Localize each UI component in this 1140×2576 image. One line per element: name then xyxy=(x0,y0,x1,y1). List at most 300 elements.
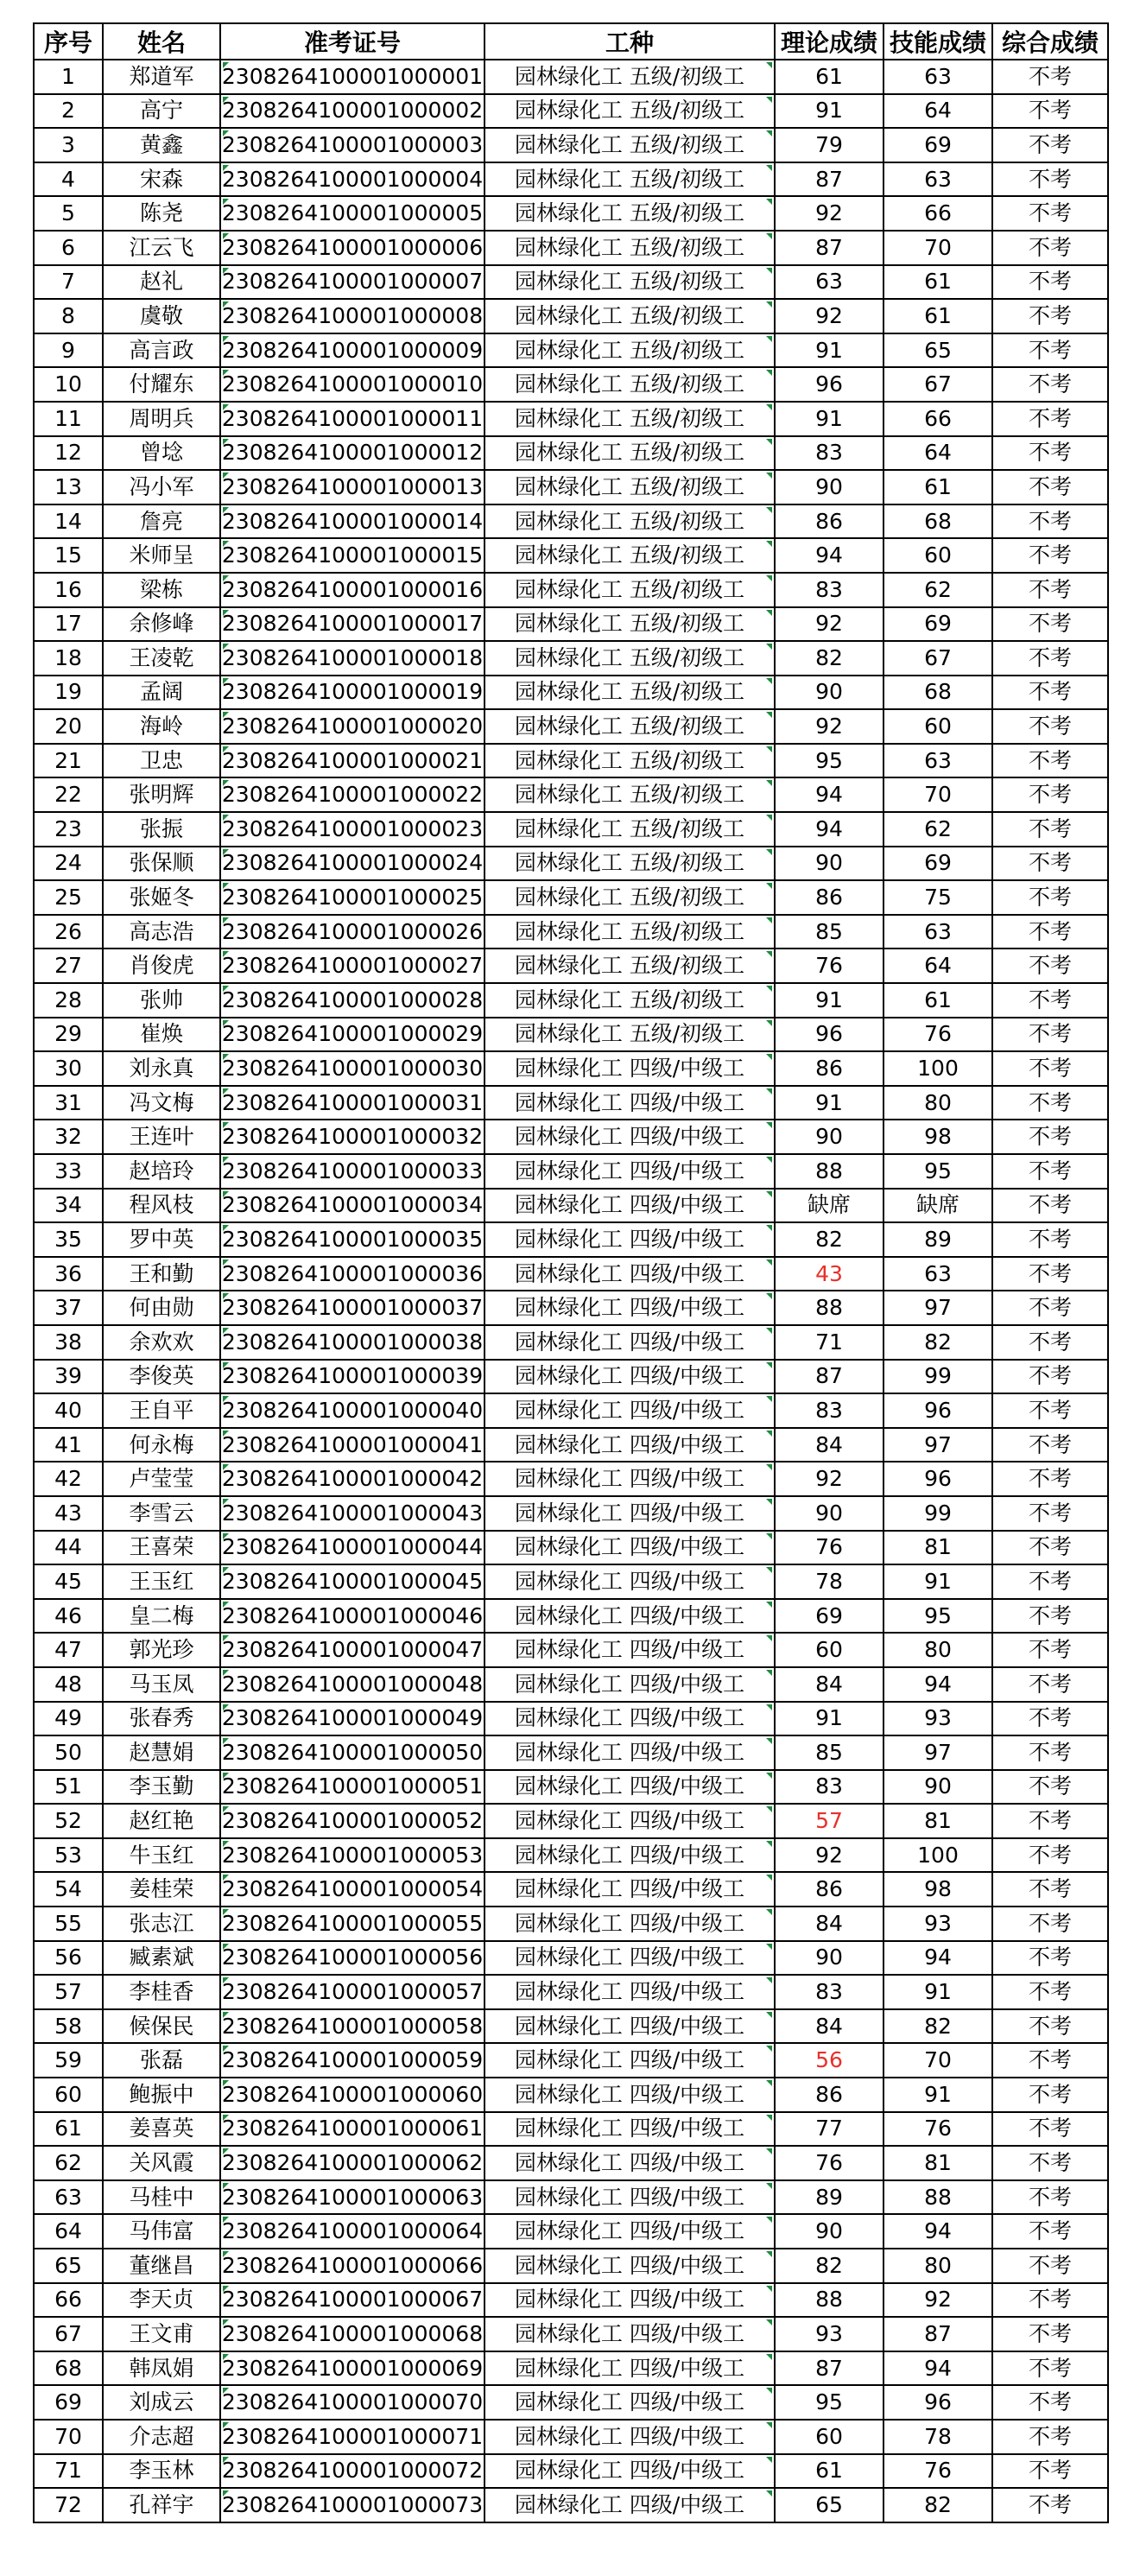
cell-no: 17 xyxy=(34,607,103,642)
cell-trade: 园林绿化工 四级/中级工 xyxy=(484,1325,775,1360)
cell-theory: 63 xyxy=(775,265,884,300)
cell-no: 35 xyxy=(34,1222,103,1257)
cell-overall: 不考 xyxy=(992,2317,1108,2351)
cell-cert: 2308264100001000018 xyxy=(220,641,484,676)
cell-skill: 88 xyxy=(884,2180,992,2215)
cell-name: 王玉红 xyxy=(103,1564,220,1599)
cell-name: 张春秀 xyxy=(103,1702,220,1736)
cell-theory: 84 xyxy=(775,1907,884,1941)
table-row xyxy=(34,676,1108,710)
table-row xyxy=(34,504,1108,539)
cell-trade: 园林绿化工 五级/初级工 xyxy=(484,128,775,162)
cell-name: 刘成云 xyxy=(103,2385,220,2420)
cell-cert: 2308264100001000036 xyxy=(220,1257,484,1291)
cell-cert: 2308264100001000062 xyxy=(220,2146,484,2180)
cell-name: 高宁 xyxy=(103,94,220,129)
cell-theory: 95 xyxy=(775,744,884,778)
table-row xyxy=(34,2351,1108,2386)
cell-theory: 89 xyxy=(775,2180,884,2215)
table-row xyxy=(34,1735,1108,1770)
cell-overall: 不考 xyxy=(992,2420,1108,2454)
cell-overall: 不考 xyxy=(992,2180,1108,2215)
cell-name: 罗中英 xyxy=(103,1222,220,1257)
cell-theory: 86 xyxy=(775,1872,884,1907)
cell-name: 孟阔 xyxy=(103,676,220,710)
cell-name: 张振 xyxy=(103,812,220,847)
cell-trade: 园林绿化工 四级/中级工 xyxy=(484,1599,775,1634)
cell-cert: 2308264100001000054 xyxy=(220,1872,484,1907)
cell-overall: 不考 xyxy=(992,2351,1108,2386)
cell-overall: 不考 xyxy=(992,1018,1108,1052)
cell-theory: 60 xyxy=(775,1633,884,1667)
cell-cert: 2308264100001000014 xyxy=(220,504,484,539)
cell-trade: 园林绿化工 四级/中级工 xyxy=(484,1291,775,1325)
cell-skill: 63 xyxy=(884,60,992,94)
cell-overall: 不考 xyxy=(992,2283,1108,2318)
cell-cert: 2308264100001000011 xyxy=(220,402,484,436)
cell-cert: 2308264100001000038 xyxy=(220,1325,484,1360)
cell-skill: 78 xyxy=(884,2420,992,2454)
cell-no: 10 xyxy=(34,367,103,402)
cell-name: 赵培玲 xyxy=(103,1154,220,1189)
cell-name: 崔焕 xyxy=(103,1018,220,1052)
cell-trade: 园林绿化工 四级/中级工 xyxy=(484,1189,775,1223)
cell-overall: 不考 xyxy=(992,94,1108,129)
cell-trade: 园林绿化工 五级/初级工 xyxy=(484,265,775,300)
cell-trade: 园林绿化工 五级/初级工 xyxy=(484,196,775,231)
cell-name: 何由勋 xyxy=(103,1291,220,1325)
cell-theory: 90 xyxy=(775,676,884,710)
cell-theory: 94 xyxy=(775,812,884,847)
cell-theory: 71 xyxy=(775,1325,884,1360)
cell-cert: 2308264100001000035 xyxy=(220,1222,484,1257)
cell-cert: 2308264100001000051 xyxy=(220,1770,484,1805)
cell-skill: 67 xyxy=(884,641,992,676)
cell-no: 7 xyxy=(34,265,103,300)
cell-cert: 2308264100001000044 xyxy=(220,1531,484,1565)
cell-name: 余欢欢 xyxy=(103,1325,220,1360)
cell-no: 64 xyxy=(34,2214,103,2249)
cell-cert: 2308264100001000020 xyxy=(220,709,484,744)
cell-cert: 2308264100001000033 xyxy=(220,1154,484,1189)
cell-overall: 不考 xyxy=(992,402,1108,436)
cell-no: 36 xyxy=(34,1257,103,1291)
cell-theory: 84 xyxy=(775,2009,884,2044)
cell-skill: 81 xyxy=(884,1804,992,1838)
cell-trade: 园林绿化工 五级/初级工 xyxy=(484,162,775,197)
cell-overall: 不考 xyxy=(992,2454,1108,2489)
table-row xyxy=(34,196,1108,231)
cell-skill: 66 xyxy=(884,402,992,436)
cell-trade: 园林绿化工 四级/中级工 xyxy=(484,2214,775,2249)
cell-skill: 63 xyxy=(884,162,992,197)
cell-theory: 83 xyxy=(775,436,884,471)
cell-cert: 2308264100001000005 xyxy=(220,196,484,231)
cell-no: 4 xyxy=(34,162,103,197)
cell-name: 韩凤娟 xyxy=(103,2351,220,2386)
cell-theory: 88 xyxy=(775,1154,884,1189)
cell-name: 臧素斌 xyxy=(103,1941,220,1976)
table-row xyxy=(34,333,1108,368)
cell-skill: 82 xyxy=(884,2009,992,2044)
cell-overall: 不考 xyxy=(992,607,1108,642)
cell-cert: 2308264100001000069 xyxy=(220,2351,484,2386)
cell-cert: 2308264100001000050 xyxy=(220,1735,484,1770)
cell-name: 曾埝 xyxy=(103,436,220,471)
cell-trade: 园林绿化工 四级/中级工 xyxy=(484,1222,775,1257)
cell-trade: 园林绿化工 五级/初级工 xyxy=(484,504,775,539)
cell-no: 33 xyxy=(34,1154,103,1189)
cell-overall: 不考 xyxy=(992,367,1108,402)
cell-cert: 2308264100001000039 xyxy=(220,1360,484,1394)
cell-overall: 不考 xyxy=(992,1907,1108,1941)
cell-no: 28 xyxy=(34,983,103,1018)
table-row xyxy=(34,1838,1108,1873)
cell-no: 60 xyxy=(34,2078,103,2112)
cell-theory: 85 xyxy=(775,1735,884,1770)
cell-overall: 不考 xyxy=(992,196,1108,231)
cell-name: 梁栋 xyxy=(103,573,220,607)
cell-name: 赵慧娟 xyxy=(103,1735,220,1770)
cell-skill: 98 xyxy=(884,1872,992,1907)
table-row xyxy=(34,2317,1108,2351)
cell-skill: 93 xyxy=(884,1702,992,1736)
cell-overall: 不考 xyxy=(992,2009,1108,2044)
header-name: 姓名 xyxy=(103,23,220,60)
cell-skill: 69 xyxy=(884,128,992,162)
cell-overall: 不考 xyxy=(992,915,1108,949)
cell-overall: 不考 xyxy=(992,2146,1108,2180)
cell-name: 张保顺 xyxy=(103,847,220,881)
cell-overall: 不考 xyxy=(992,1393,1108,1428)
cell-no: 65 xyxy=(34,2249,103,2283)
cell-no: 66 xyxy=(34,2283,103,2318)
cell-skill: 100 xyxy=(884,1838,992,1873)
cell-trade: 园林绿化工 五级/初级工 xyxy=(484,676,775,710)
cell-skill: 99 xyxy=(884,1496,992,1531)
cell-overall: 不考 xyxy=(992,777,1108,812)
header-cert: 准考证号 xyxy=(220,23,484,60)
cell-overall: 不考 xyxy=(992,641,1108,676)
cell-skill: 63 xyxy=(884,1257,992,1291)
cell-trade: 园林绿化工 五级/初级工 xyxy=(484,333,775,368)
cell-theory: 90 xyxy=(775,1496,884,1531)
table-row xyxy=(34,231,1108,265)
cell-trade: 园林绿化工 四级/中级工 xyxy=(484,2283,775,2318)
cell-theory: 92 xyxy=(775,1838,884,1873)
table-row xyxy=(34,402,1108,436)
table-row xyxy=(34,1872,1108,1907)
cell-theory: 43 xyxy=(775,1257,884,1291)
cell-theory: 92 xyxy=(775,299,884,333)
cell-no: 37 xyxy=(34,1291,103,1325)
cell-trade: 园林绿化工 四级/中级工 xyxy=(484,1804,775,1838)
cell-trade: 园林绿化工 四级/中级工 xyxy=(484,1257,775,1291)
cell-theory: 86 xyxy=(775,880,884,915)
cell-trade: 园林绿化工 四级/中级工 xyxy=(484,1975,775,2009)
cell-trade: 园林绿化工 五级/初级工 xyxy=(484,949,775,983)
cell-theory: 82 xyxy=(775,641,884,676)
cell-skill: 61 xyxy=(884,265,992,300)
cell-no: 38 xyxy=(34,1325,103,1360)
table-row xyxy=(34,265,1108,300)
cell-skill: 95 xyxy=(884,1599,992,1634)
cell-name: 虞敬 xyxy=(103,299,220,333)
cell-cert: 2308264100001000046 xyxy=(220,1599,484,1634)
table-row xyxy=(34,2488,1108,2522)
cell-theory: 83 xyxy=(775,1393,884,1428)
cell-overall: 不考 xyxy=(992,1496,1108,1531)
cell-trade: 园林绿化工 五级/初级工 xyxy=(484,94,775,129)
cell-skill: 缺席 xyxy=(884,1189,992,1223)
cell-cert: 2308264100001000009 xyxy=(220,333,484,368)
table-row xyxy=(34,949,1108,983)
cell-cert: 2308264100001000010 xyxy=(220,367,484,402)
cell-no: 67 xyxy=(34,2317,103,2351)
table-row xyxy=(34,1428,1108,1462)
table-row xyxy=(34,1462,1108,1496)
table-row xyxy=(34,1975,1108,2009)
cell-theory: 76 xyxy=(775,1531,884,1565)
cell-skill: 80 xyxy=(884,1633,992,1667)
cell-name: 詹亮 xyxy=(103,504,220,539)
cell-theory: 87 xyxy=(775,1360,884,1394)
cell-trade: 园林绿化工 四级/中级工 xyxy=(484,1154,775,1189)
cell-cert: 2308264100001000041 xyxy=(220,1428,484,1462)
cell-overall: 不考 xyxy=(992,504,1108,539)
cell-theory: 90 xyxy=(775,847,884,881)
cell-no: 9 xyxy=(34,333,103,368)
cell-overall: 不考 xyxy=(992,709,1108,744)
cell-skill: 91 xyxy=(884,1975,992,2009)
cell-cert: 2308264100001000072 xyxy=(220,2454,484,2489)
cell-overall: 不考 xyxy=(992,1189,1108,1223)
cell-theory: 83 xyxy=(775,1770,884,1805)
cell-trade: 园林绿化工 五级/初级工 xyxy=(484,744,775,778)
cell-no: 59 xyxy=(34,2043,103,2078)
table-row xyxy=(34,1291,1108,1325)
cell-overall: 不考 xyxy=(992,1667,1108,1702)
cell-cert: 2308264100001000052 xyxy=(220,1804,484,1838)
cell-skill: 70 xyxy=(884,777,992,812)
cell-trade: 园林绿化工 四级/中级工 xyxy=(484,1360,775,1394)
header-no: 序号 xyxy=(34,23,103,60)
table-row xyxy=(34,915,1108,949)
cell-theory: 91 xyxy=(775,1086,884,1120)
cell-no: 22 xyxy=(34,777,103,812)
cell-cert: 2308264100001000027 xyxy=(220,949,484,983)
cell-theory: 91 xyxy=(775,1702,884,1736)
cell-trade: 园林绿化工 四级/中级工 xyxy=(484,2488,775,2522)
cell-theory: 76 xyxy=(775,949,884,983)
cell-skill: 97 xyxy=(884,1291,992,1325)
cell-skill: 60 xyxy=(884,709,992,744)
score-table-wrapper xyxy=(33,22,1109,2523)
cell-overall: 不考 xyxy=(992,812,1108,847)
table-row xyxy=(34,1633,1108,1667)
cell-skill: 64 xyxy=(884,94,992,129)
cell-name: 张姬冬 xyxy=(103,880,220,915)
table-row xyxy=(34,1907,1108,1941)
cell-trade: 园林绿化工 四级/中级工 xyxy=(484,1907,775,1941)
cell-no: 25 xyxy=(34,880,103,915)
cell-theory: 88 xyxy=(775,2283,884,2318)
cell-theory: 60 xyxy=(775,2420,884,2454)
cell-trade: 园林绿化工 四级/中级工 xyxy=(484,1393,775,1428)
header-skill: 技能成绩 xyxy=(884,23,992,60)
cell-name: 赵红艳 xyxy=(103,1804,220,1838)
cell-trade: 园林绿化工 四级/中级工 xyxy=(484,1735,775,1770)
cell-cert: 2308264100001000003 xyxy=(220,128,484,162)
cell-name: 宋森 xyxy=(103,162,220,197)
cell-name: 张磊 xyxy=(103,2043,220,2078)
cell-trade: 园林绿化工 四级/中级工 xyxy=(484,1633,775,1667)
cell-no: 72 xyxy=(34,2488,103,2522)
cell-overall: 不考 xyxy=(992,470,1108,504)
cell-name: 牛玉红 xyxy=(103,1838,220,1873)
cell-overall: 不考 xyxy=(992,2488,1108,2522)
cell-cert: 2308264100001000006 xyxy=(220,231,484,265)
cell-skill: 76 xyxy=(884,2454,992,2489)
cell-theory: 90 xyxy=(775,2214,884,2249)
table-row xyxy=(34,1496,1108,1531)
cell-no: 43 xyxy=(34,1496,103,1531)
cell-overall: 不考 xyxy=(992,1531,1108,1565)
cell-overall: 不考 xyxy=(992,1804,1108,1838)
table-row xyxy=(34,1804,1108,1838)
cell-name: 周明兵 xyxy=(103,402,220,436)
table-row xyxy=(34,1222,1108,1257)
cell-theory: 92 xyxy=(775,607,884,642)
cell-name: 李玉勤 xyxy=(103,1770,220,1805)
cell-cert: 2308264100001000045 xyxy=(220,1564,484,1599)
cell-no: 2 xyxy=(34,94,103,129)
cell-theory: 96 xyxy=(775,1018,884,1052)
table-row xyxy=(34,2043,1108,2078)
cell-trade: 园林绿化工 四级/中级工 xyxy=(484,1838,775,1873)
cell-trade: 园林绿化工 四级/中级工 xyxy=(484,2317,775,2351)
table-row xyxy=(34,1360,1108,1394)
cell-name: 程风枝 xyxy=(103,1189,220,1223)
cell-skill: 91 xyxy=(884,2078,992,2112)
cell-no: 70 xyxy=(34,2420,103,2454)
cell-name: 关风霞 xyxy=(103,2146,220,2180)
cell-no: 50 xyxy=(34,1735,103,1770)
cell-trade: 园林绿化工 四级/中级工 xyxy=(484,2351,775,2386)
cell-no: 69 xyxy=(34,2385,103,2420)
cell-no: 42 xyxy=(34,1462,103,1496)
cell-trade: 园林绿化工 四级/中级工 xyxy=(484,2454,775,2489)
cell-trade: 园林绿化工 四级/中级工 xyxy=(484,2385,775,2420)
cell-theory: 86 xyxy=(775,504,884,539)
header-theory: 理论成绩 xyxy=(775,23,884,60)
cell-no: 51 xyxy=(34,1770,103,1805)
cell-overall: 不考 xyxy=(992,1154,1108,1189)
cell-cert: 2308264100001000064 xyxy=(220,2214,484,2249)
cell-cert: 2308264100001000002 xyxy=(220,94,484,129)
cell-theory: 78 xyxy=(775,1564,884,1599)
cell-trade: 园林绿化工 四级/中级工 xyxy=(484,2146,775,2180)
cell-overall: 不考 xyxy=(992,1051,1108,1086)
table-row xyxy=(34,299,1108,333)
cell-theory: 61 xyxy=(775,2454,884,2489)
cell-name: 张志江 xyxy=(103,1907,220,1941)
cell-overall: 不考 xyxy=(992,2385,1108,2420)
cell-no: 44 xyxy=(34,1531,103,1565)
cell-theory: 87 xyxy=(775,162,884,197)
table-row xyxy=(34,812,1108,847)
cell-skill: 75 xyxy=(884,880,992,915)
cell-name: 肖俊虎 xyxy=(103,949,220,983)
cell-skill: 94 xyxy=(884,1667,992,1702)
cell-no: 47 xyxy=(34,1633,103,1667)
table-body xyxy=(34,60,1108,2522)
cell-trade: 园林绿化工 四级/中级工 xyxy=(484,1120,775,1154)
cell-trade: 园林绿化工 四级/中级工 xyxy=(484,1872,775,1907)
cell-trade: 园林绿化工 四级/中级工 xyxy=(484,2078,775,2112)
cell-name: 李玉林 xyxy=(103,2454,220,2489)
cell-name: 张帅 xyxy=(103,983,220,1018)
table-row xyxy=(34,1189,1108,1223)
cell-overall: 不考 xyxy=(992,1872,1108,1907)
cell-trade: 园林绿化工 四级/中级工 xyxy=(484,1564,775,1599)
cell-skill: 67 xyxy=(884,367,992,402)
cell-skill: 62 xyxy=(884,573,992,607)
cell-trade: 园林绿化工 四级/中级工 xyxy=(484,1531,775,1565)
cell-no: 18 xyxy=(34,641,103,676)
cell-cert: 2308264100001000034 xyxy=(220,1189,484,1223)
cell-skill: 81 xyxy=(884,2146,992,2180)
cell-theory: 84 xyxy=(775,1667,884,1702)
table-row xyxy=(34,2249,1108,2283)
cell-name: 李雪云 xyxy=(103,1496,220,1531)
cell-trade: 园林绿化工 四级/中级工 xyxy=(484,2249,775,2283)
cell-skill: 70 xyxy=(884,2043,992,2078)
cell-no: 49 xyxy=(34,1702,103,1736)
cell-skill: 69 xyxy=(884,847,992,881)
cell-cert: 2308264100001000008 xyxy=(220,299,484,333)
cell-overall: 不考 xyxy=(992,231,1108,265)
cell-no: 23 xyxy=(34,812,103,847)
cell-no: 57 xyxy=(34,1975,103,2009)
cell-overall: 不考 xyxy=(992,1770,1108,1805)
cell-cert: 2308264100001000004 xyxy=(220,162,484,197)
cell-no: 20 xyxy=(34,709,103,744)
cell-no: 55 xyxy=(34,1907,103,1941)
cell-name: 付耀东 xyxy=(103,367,220,402)
table-row xyxy=(34,1051,1108,1086)
cell-skill: 96 xyxy=(884,1462,992,1496)
cell-name: 孔祥宇 xyxy=(103,2488,220,2522)
cell-cert: 2308264100001000067 xyxy=(220,2283,484,2318)
cell-overall: 不考 xyxy=(992,1599,1108,1634)
cell-no: 11 xyxy=(34,402,103,436)
table-row xyxy=(34,1120,1108,1154)
cell-skill: 100 xyxy=(884,1051,992,1086)
cell-no: 54 xyxy=(34,1872,103,1907)
cell-overall: 不考 xyxy=(992,847,1108,881)
cell-cert: 2308264100001000068 xyxy=(220,2317,484,2351)
score-table xyxy=(33,22,1109,2523)
cell-trade: 园林绿化工 四级/中级工 xyxy=(484,1428,775,1462)
cell-theory: 91 xyxy=(775,333,884,368)
cell-skill: 97 xyxy=(884,1735,992,1770)
cell-trade: 园林绿化工 五级/初级工 xyxy=(484,538,775,573)
cell-cert: 2308264100001000042 xyxy=(220,1462,484,1496)
cell-trade: 园林绿化工 四级/中级工 xyxy=(484,1086,775,1120)
table-row xyxy=(34,1702,1108,1736)
table-row xyxy=(34,2009,1108,2044)
